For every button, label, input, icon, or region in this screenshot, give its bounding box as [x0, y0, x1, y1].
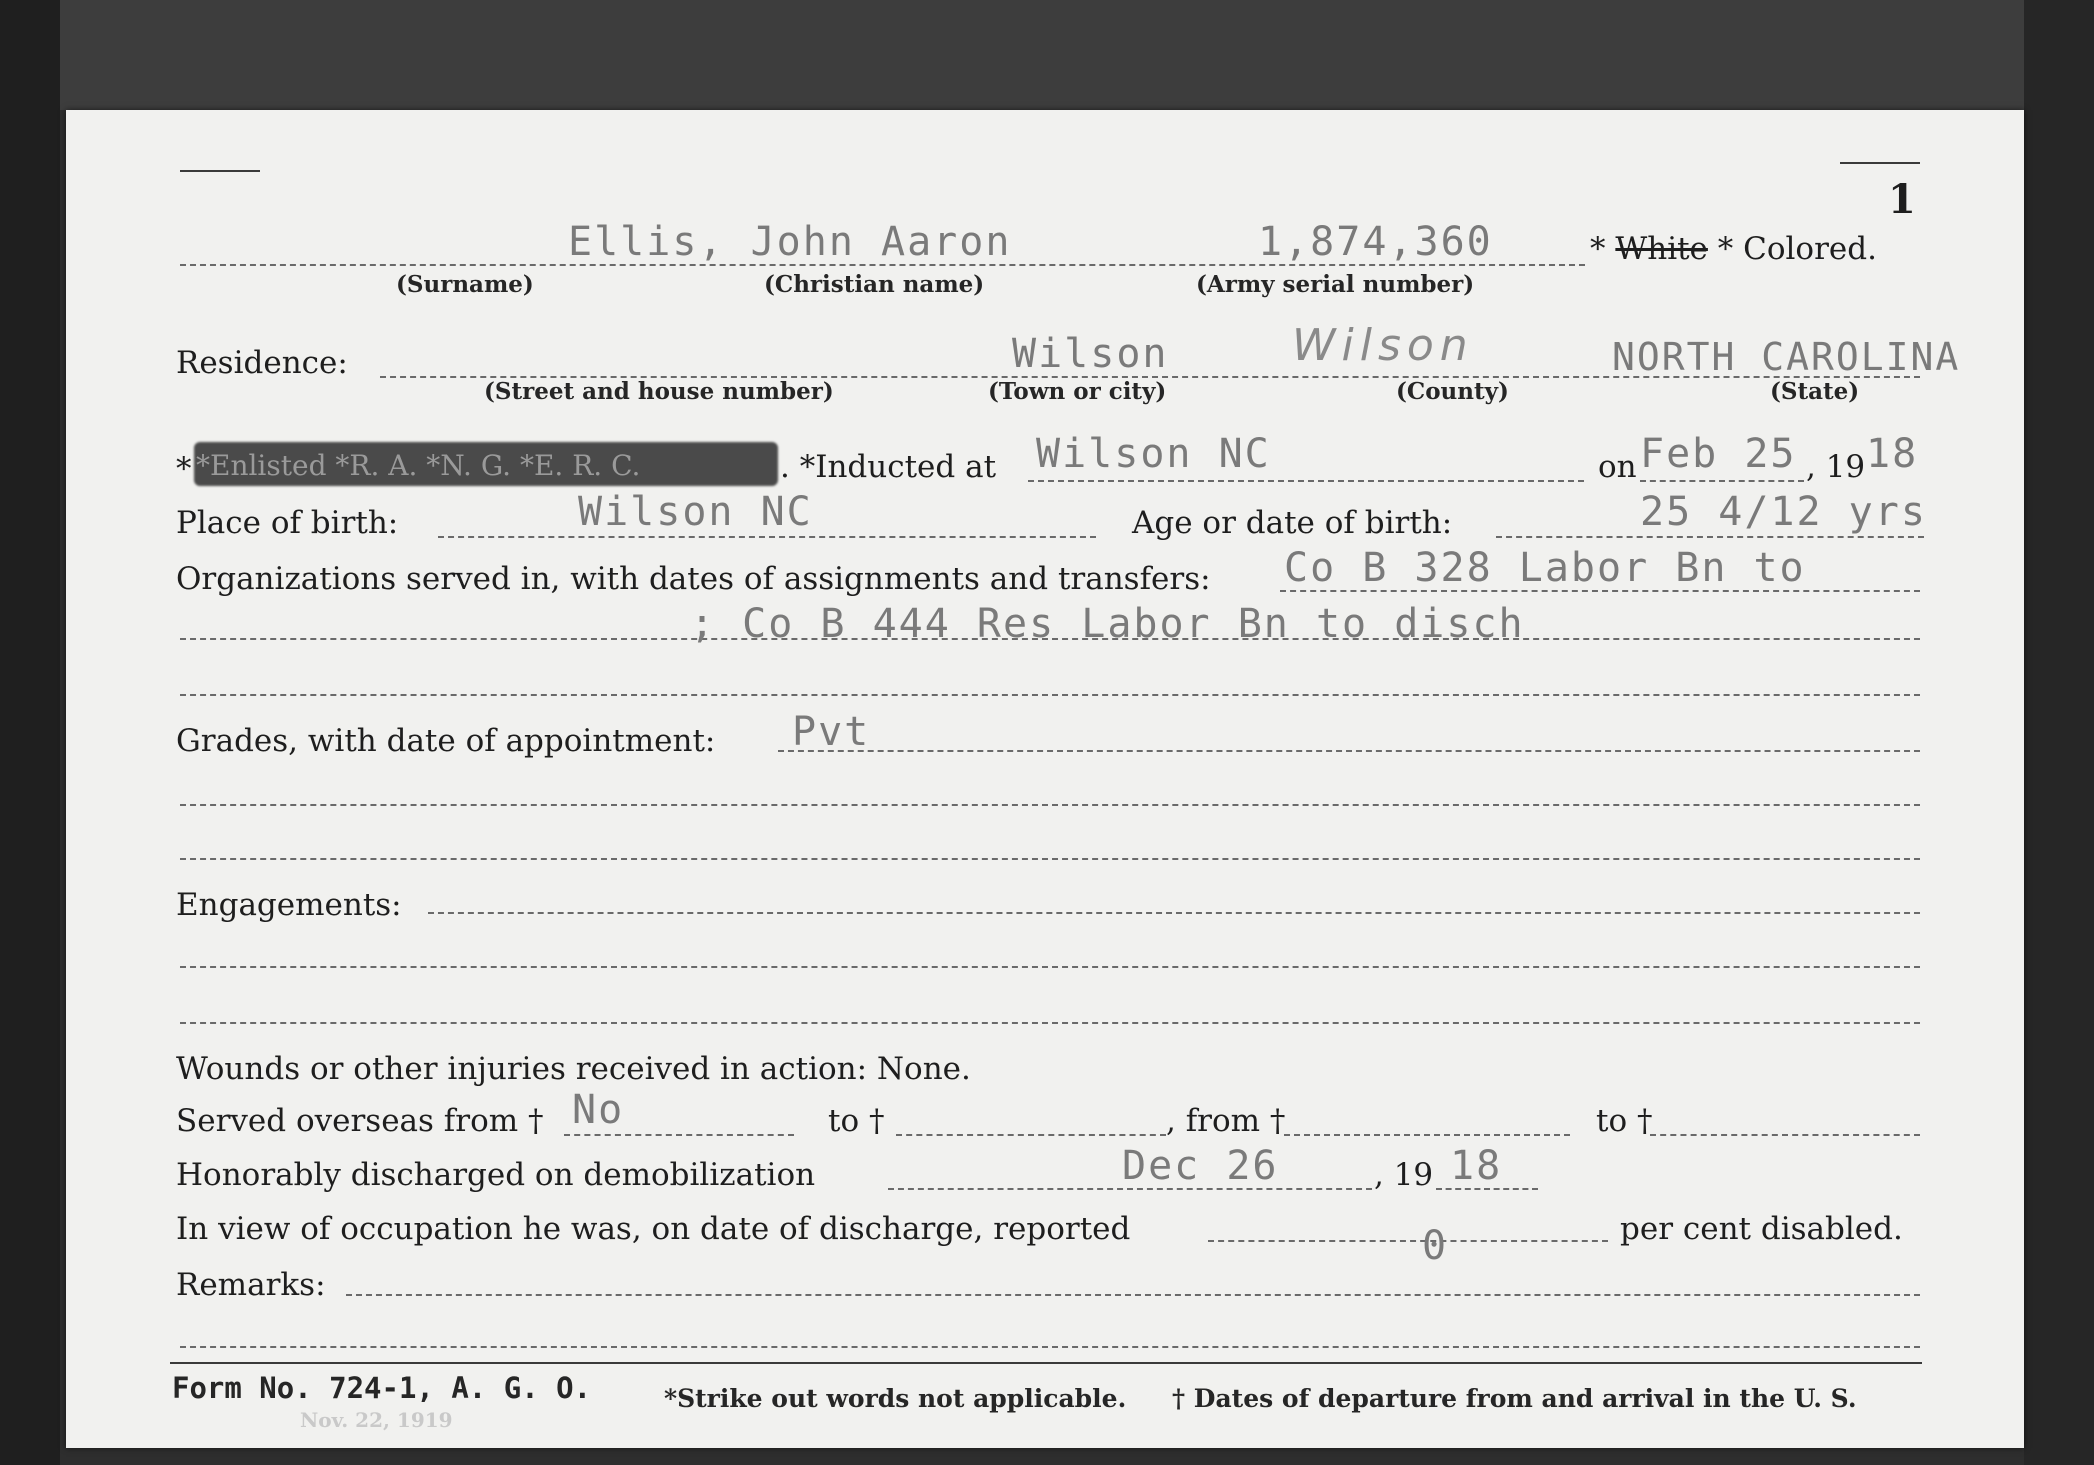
age-rule — [1496, 536, 1924, 538]
discharge-label: Honorably discharged on demobilization — [176, 1157, 816, 1193]
remarks-label: Remarks: — [176, 1267, 326, 1303]
grades-rule-2 — [180, 804, 1920, 806]
inducted-place: Wilson NC — [1036, 431, 1271, 477]
inducted-date-rule — [1640, 480, 1804, 482]
age-label: Age or date of birth: — [1132, 505, 1453, 541]
inducted-on-label: on — [1598, 449, 1637, 485]
service-record-card — [66, 110, 2024, 1448]
overseas-from-value: No — [572, 1087, 625, 1133]
grades-rule-3 — [180, 858, 1920, 860]
overseas-label: Served overseas from † — [176, 1103, 544, 1139]
overseas-to-rule-2 — [1650, 1134, 1920, 1136]
overseas-from-rule — [564, 1134, 794, 1136]
caption-street: (Street and house number) — [484, 378, 834, 405]
overseas-from-rule-2 — [1284, 1134, 1570, 1136]
scan-background-right — [2024, 0, 2094, 1465]
birth-place-value: Wilson NC — [578, 489, 813, 535]
engagements-rule-3 — [180, 1022, 1920, 1024]
caption-army-serial: (Army serial number) — [1196, 271, 1475, 298]
caption-state: (State) — [1770, 378, 1860, 405]
scan-background-top — [0, 0, 2094, 110]
remarks-rule-2 — [180, 1346, 1920, 1348]
organizations-label: Organizations served in, with dates of assignments and transfers: — [176, 561, 1211, 597]
discharge-year: 18 — [1450, 1143, 1503, 1189]
inducted-rule — [1028, 480, 1584, 482]
residence-county: Wilson — [1292, 320, 1474, 371]
form-number: Form No. 724-1, A. G. O. — [172, 1371, 592, 1405]
footer-rule — [170, 1362, 1922, 1364]
grades-rule-1 — [778, 750, 1920, 752]
birth-place-rule — [438, 536, 1096, 538]
organizations-line-1: Co B 328 Labor Bn to — [1284, 545, 1806, 591]
disability-label: In view of occupation he was, on date of discharge, reported — [176, 1211, 1131, 1247]
overseas-from-label-2: , from † — [1166, 1103, 1286, 1139]
discharge-year-prefix: , 19 — [1374, 1157, 1434, 1193]
top-right-rule — [1840, 162, 1920, 164]
engagements-rule-2 — [180, 966, 1920, 968]
discharge-date: Dec 26 — [1122, 1143, 1279, 1189]
name-value: Ellis, John Aaron — [568, 219, 1012, 265]
age-value: 25 4/12 yrs — [1640, 489, 1927, 535]
grades-label: Grades, with date of appointment: — [176, 723, 716, 759]
scan-background-left — [0, 0, 60, 1465]
disability-rule — [1208, 1240, 1608, 1242]
inducted-year: 18 — [1866, 431, 1919, 477]
caption-town: (Town or city) — [988, 378, 1167, 405]
caption-christian-name: (Christian name) — [764, 271, 985, 298]
footnote-strike-out: *Strike out words not applicable. — [664, 1384, 1127, 1413]
disability-value: 0 — [1422, 1223, 1449, 1269]
overseas-to-label-1: to † — [828, 1103, 885, 1139]
form-date: Nov. 22, 1919 — [300, 1408, 453, 1432]
birth-place-label: Place of birth: — [176, 505, 399, 541]
top-left-rule — [180, 170, 260, 172]
remarks-rule-1 — [346, 1294, 1920, 1296]
serial-value: 1,874,360 — [1258, 219, 1493, 265]
inducted-label: . *Inducted at — [780, 449, 997, 485]
organizations-line-2: ; Co B 444 Res Labor Bn to disch — [690, 601, 1525, 647]
caption-county: (County) — [1396, 378, 1509, 405]
caption-surname: (Surname) — [396, 271, 534, 298]
residence-label: Residence: — [176, 345, 348, 381]
overseas-to-label-2: to † — [1596, 1103, 1653, 1139]
disability-suffix: per cent disabled. — [1620, 1211, 1903, 1247]
inducted-date: Feb 25 — [1640, 431, 1797, 477]
grades-value: Pvt — [792, 709, 871, 755]
struck-enlisted-text: *Enlisted *R. A. *N. G. *E. R. C. — [196, 449, 641, 482]
engagements-rule-1 — [428, 912, 1920, 914]
wounds-label: Wounds or other injuries received in action: None. — [176, 1051, 971, 1087]
engagements-label: Engagements: — [176, 887, 402, 923]
residence-state: NORTH CAROLINA — [1612, 335, 1961, 379]
organizations-rule-3 — [180, 694, 1920, 696]
footnote-dates: † Dates of departure from and arrival in the U. S. — [1172, 1384, 1857, 1413]
enlist-star: * — [176, 451, 192, 487]
card-number: 1 — [1888, 176, 1916, 223]
residence-town: Wilson — [1012, 331, 1169, 377]
race-options: * White * Colored. — [1590, 231, 1877, 267]
inducted-year-prefix: , 19 — [1806, 449, 1866, 485]
overseas-to-rule-1 — [896, 1134, 1166, 1136]
